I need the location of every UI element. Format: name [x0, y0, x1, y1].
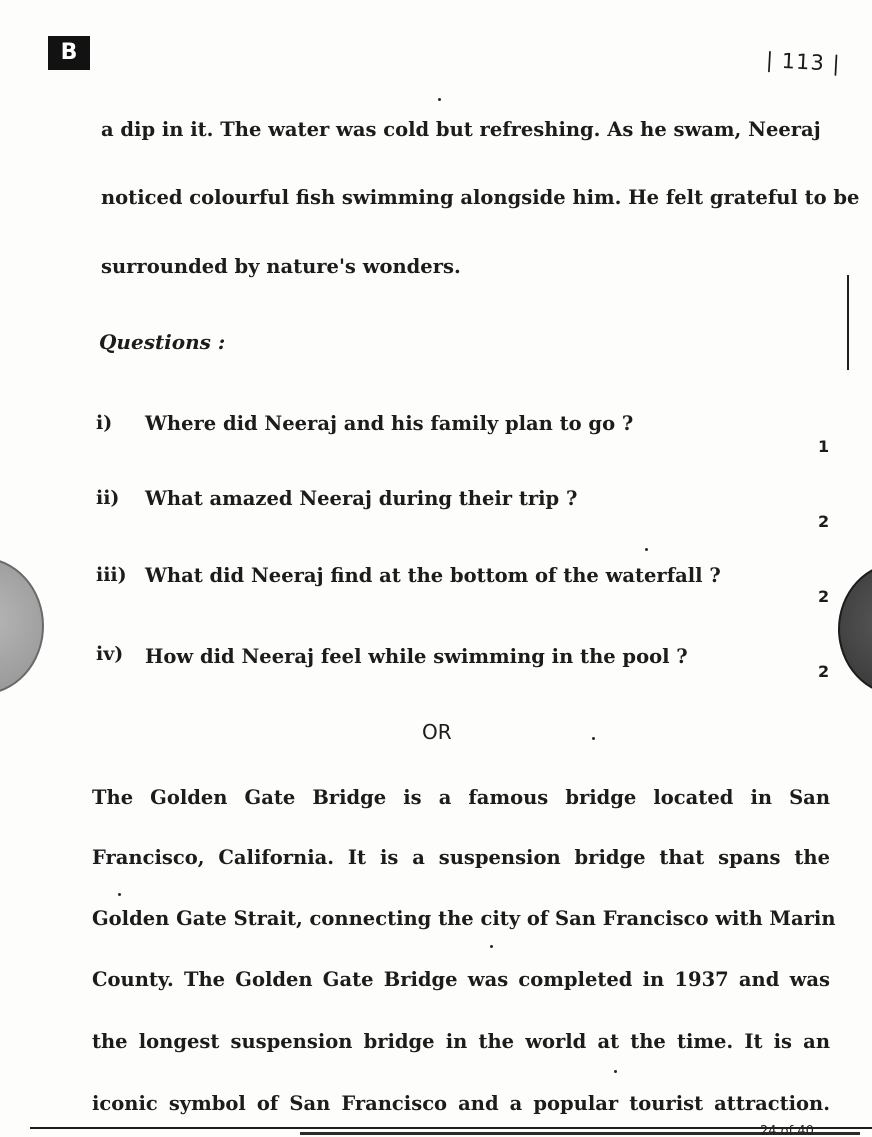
question-number: iv) — [96, 643, 124, 665]
question-text: What amazed Neeraj during their trip ? — [145, 487, 578, 510]
questions-heading: Questions : — [99, 330, 226, 354]
question-text: Where did Neeraj and his family plan to go ? — [145, 412, 634, 435]
question-marks: 2 — [818, 662, 830, 681]
set-badge: B — [48, 36, 90, 70]
page-number: | 113 | — [765, 48, 842, 76]
passage-line: Golden Gate Strait, connecting the city of San Francisco with Marin — [92, 907, 836, 930]
question-number: i) — [96, 412, 113, 434]
question-text: What did Neeraj find at the bottom of the waterfall ? — [145, 564, 721, 587]
question-number: iii) — [96, 564, 127, 586]
binder-hole-left — [0, 557, 44, 695]
speck — [592, 737, 595, 740]
bottom-rule — [30, 1127, 872, 1129]
passage-line: The Golden Gate Bridge is a famous bridge located in San — [92, 786, 830, 809]
speck — [438, 98, 441, 101]
page-of-footer: 24 of 40 — [760, 1124, 814, 1137]
speck — [118, 893, 121, 896]
passage-line: the longest suspension bridge in the world at the time. It is an — [92, 1030, 830, 1053]
question-marks: 2 — [818, 512, 830, 531]
question-number: ii) — [96, 487, 120, 509]
passage-line: noticed colourful fish swimming alongside him. He felt grateful to be — [101, 186, 860, 209]
question-text: How did Neeraj feel while swimming in the pool ? — [145, 645, 688, 668]
question-marks: 1 — [818, 437, 830, 456]
binder-hole-right — [838, 562, 872, 696]
passage-line: surrounded by nature's wonders. — [101, 255, 461, 278]
passage-line: iconic symbol of San Francisco and a popular tourist attraction. — [92, 1092, 830, 1115]
speck — [490, 945, 493, 948]
passage-line: a dip in it. The water was cold but refreshing. As he swam, Neeraj — [101, 118, 821, 141]
question-marks: 2 — [818, 587, 830, 606]
passage-line: Francisco, California. It is a suspension bridge that spans the — [92, 846, 830, 869]
margin-line — [847, 275, 849, 370]
speck — [645, 548, 648, 551]
speck — [614, 1070, 617, 1073]
passage-line: County. The Golden Gate Bridge was completed in 1937 and was — [92, 968, 830, 991]
or-separator: OR — [422, 720, 452, 744]
